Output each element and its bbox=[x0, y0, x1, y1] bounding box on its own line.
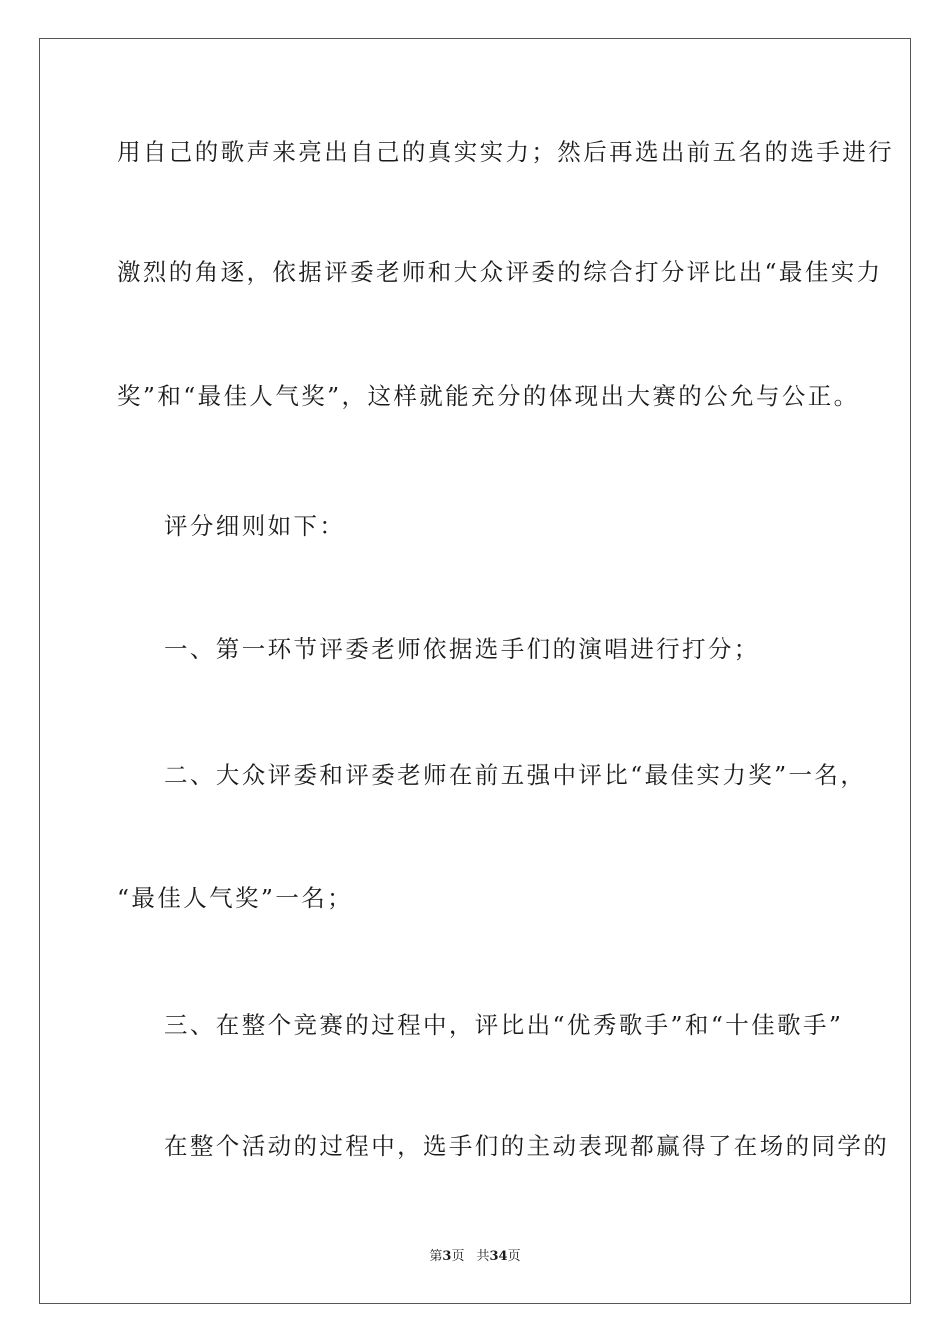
body-text-line-3: 奖”和“最佳人气奖”，这样就能充分的体现出大赛的公允与公正。 bbox=[117, 382, 860, 410]
body-text-line-9: 在整个活动的过程中，选手们的主动表现都赢得了在场的同学的 bbox=[164, 1132, 890, 1160]
body-text-line-4: 评分细则如下： bbox=[164, 512, 346, 540]
body-text-line-1: 用自己的歌声来亮出自己的真实实力；然后再选出前五名的选手进行 bbox=[117, 138, 894, 166]
footer-page-total: 34 bbox=[489, 1249, 508, 1264]
footer-page-suffix: 页 bbox=[451, 1249, 465, 1264]
body-text-line-7: “最佳人气奖”一名； bbox=[117, 884, 354, 912]
footer-page-prefix: 第 bbox=[429, 1249, 443, 1264]
body-text-line-2: 激烈的角逐，依据评委老师和大众评委的综合打分评比出“最佳实力 bbox=[117, 258, 883, 286]
body-text-line-8: 三、在整个竞赛的过程中，评比出“优秀歌手”和“十佳歌手” bbox=[164, 1011, 844, 1039]
page-footer bbox=[0, 1248, 950, 1266]
footer-page-current: 3 bbox=[442, 1249, 452, 1264]
footer-total-prefix: 共 bbox=[476, 1249, 490, 1264]
footer-total-suffix: 页 bbox=[507, 1249, 521, 1264]
body-text-line-6: 二、大众评委和评委老师在前五强中评比“最佳实力奖”一名， bbox=[164, 761, 867, 789]
body-text-line-5: 一、第一环节评委老师依据选手们的演唱进行打分； bbox=[164, 635, 760, 663]
page-frame bbox=[39, 38, 911, 1304]
